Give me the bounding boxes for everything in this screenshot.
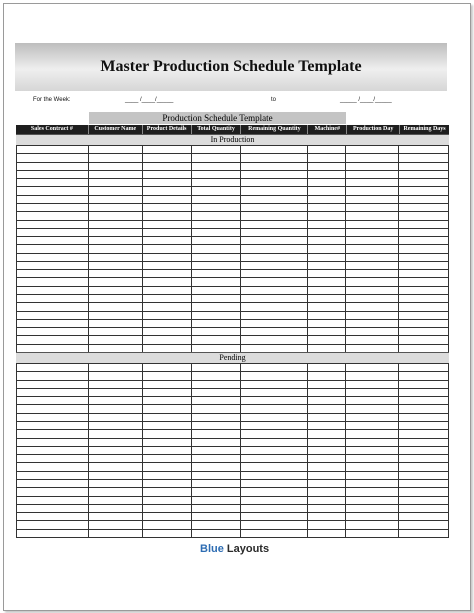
table-column-line — [142, 363, 143, 537]
table-column-line — [398, 363, 399, 537]
column-header: Production Day — [347, 125, 400, 134]
column-header: Customer Name — [89, 125, 143, 134]
table-column-line — [448, 363, 449, 537]
table-row-line — [16, 277, 449, 278]
table-column-line — [345, 145, 346, 352]
table-row-line — [16, 244, 449, 245]
table-row-line — [16, 319, 449, 320]
column-header: Remaining Days — [403, 126, 446, 132]
table-column-line — [191, 363, 192, 537]
table-row-line — [16, 170, 449, 171]
to-label: to — [271, 97, 277, 103]
in-production-grid — [16, 145, 449, 352]
table-row-line — [16, 302, 449, 303]
table-row-line — [16, 186, 449, 187]
table-row-line — [16, 454, 449, 455]
table-row-line — [16, 269, 449, 270]
table-row-line — [16, 380, 449, 381]
table-column-line — [345, 363, 346, 537]
pending-grid — [16, 363, 449, 537]
table-row-line — [16, 344, 449, 345]
subheading: Production Schedule Template — [89, 112, 346, 124]
logo-word-blue: Blue — [200, 543, 224, 555]
table-column-line — [307, 145, 308, 352]
table-row-line — [16, 446, 449, 447]
table-row-line — [16, 335, 449, 336]
table-row-line — [16, 388, 449, 389]
section-in-production: In Production — [16, 134, 449, 146]
table-row-line — [16, 438, 449, 439]
table-row-line — [16, 253, 449, 254]
table-row-line — [16, 203, 449, 204]
table-row-line — [16, 211, 449, 212]
table-row-line — [16, 429, 449, 430]
table-row-line — [16, 520, 449, 521]
table-row-line — [16, 228, 449, 229]
table-row-line — [16, 404, 449, 405]
date-to-field[interactable]: _____ /____/_____ — [340, 97, 392, 103]
table-row-line — [16, 363, 449, 364]
table-row-line — [16, 261, 449, 262]
table-column-line — [191, 145, 192, 352]
table-column-line — [240, 363, 241, 537]
table-column-line — [240, 145, 241, 352]
table-row-line — [16, 512, 449, 513]
table-row-line — [16, 371, 449, 372]
week-row — [15, 95, 447, 107]
table-row-line — [16, 286, 449, 287]
table-row-line — [16, 479, 449, 480]
table-row-line — [16, 504, 449, 505]
column-header: Product Details — [143, 125, 192, 134]
table-row-line — [16, 195, 449, 196]
title-banner — [15, 43, 447, 91]
table-row-line — [16, 178, 449, 179]
table-row-line — [16, 236, 449, 237]
column-header: Total Quantity — [192, 125, 242, 134]
for-week-label: For the Week: — [33, 97, 71, 103]
date-from-field[interactable]: ____ /____/_____ — [125, 97, 174, 103]
table-header — [16, 125, 449, 134]
table-column-line — [88, 363, 89, 537]
table-column-line — [16, 145, 17, 352]
table-row-line — [16, 220, 449, 221]
table-column-line — [142, 145, 143, 352]
table-row-line — [16, 311, 449, 312]
column-header: Sales Contract # — [16, 125, 89, 134]
column-header: Remaining Quantity — [241, 125, 308, 134]
section-pending: Pending — [16, 352, 449, 364]
blue-layouts-logo — [200, 543, 270, 557]
table-column-line — [88, 145, 89, 352]
table-row-line — [16, 496, 449, 497]
table-row-line — [16, 529, 449, 530]
table-column-line — [398, 145, 399, 352]
page-title: Master Production Schedule Template — [100, 58, 362, 75]
table-row-line — [16, 145, 449, 146]
table-row-line — [16, 421, 449, 422]
table-row-line — [16, 471, 449, 472]
table-row-line — [16, 162, 449, 163]
table-row-line — [16, 294, 449, 295]
table-column-line — [307, 363, 308, 537]
table-row-line — [16, 537, 449, 538]
table-row-line — [16, 413, 449, 414]
table-row-line — [16, 462, 449, 463]
table-row-line — [16, 396, 449, 397]
logo-word-layouts: Layouts — [226, 543, 270, 555]
table-column-line — [16, 363, 17, 537]
table-row-line — [16, 327, 449, 328]
table-column-line — [448, 145, 449, 352]
column-header: Machine# — [308, 125, 347, 134]
table-row-line — [16, 487, 449, 488]
table-row-line — [16, 153, 449, 154]
